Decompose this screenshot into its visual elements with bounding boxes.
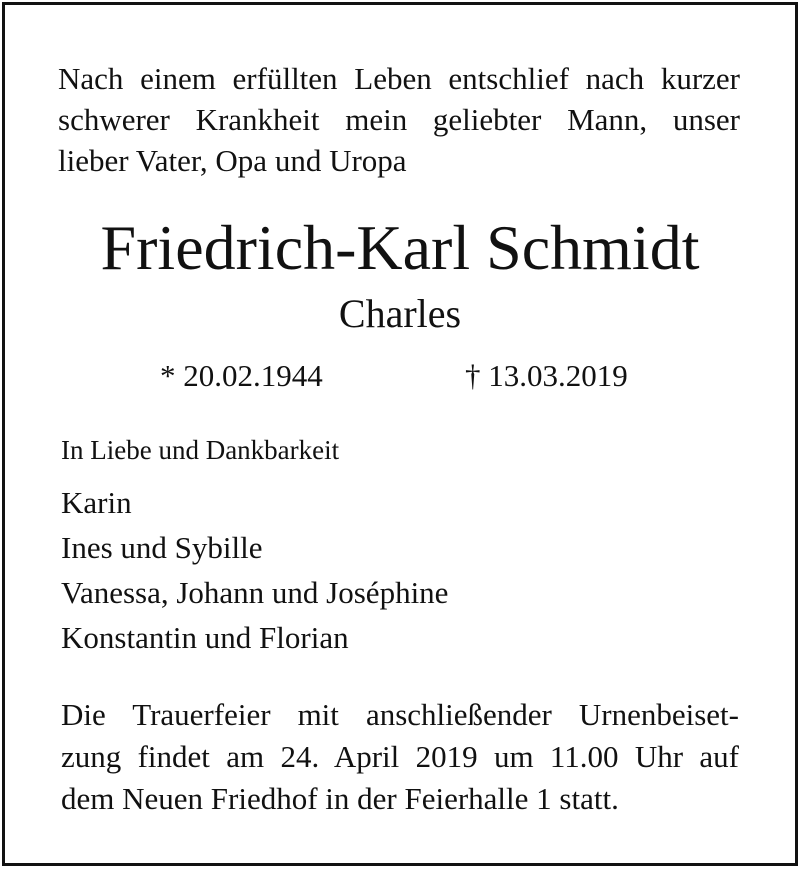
deceased-name: Friedrich-Karl Schmidt — [100, 212, 700, 283]
mourner-name: Vanessa, Johann und Joséphine — [61, 575, 449, 610]
mourners-list — [61, 480, 448, 660]
deceased-nickname: Charles — [338, 291, 462, 336]
intro-text — [58, 58, 740, 181]
intro-line: Nach einem erfüllten Leben entschlief nach kurzer — [58, 61, 740, 96]
intro-line: schwerer Krankheit mein geliebter Mann, unser — [58, 102, 740, 137]
service-line: Die Trauerfeier mit anschließender Urnenbeiset- — [61, 697, 739, 732]
death-date: † 13.03.2019 — [465, 358, 628, 393]
mourner-name: Ines und Sybille — [61, 530, 263, 565]
service-line: zung findet am 24. April 2019 um 11.00 Uhr auf — [61, 739, 739, 774]
service-line: dem Neuen Friedhof in der Feierhalle 1 statt. — [61, 781, 619, 816]
mourner-name: Konstantin und Florian — [61, 620, 349, 655]
dedication-text: In Liebe und Dankbarkeit — [61, 435, 340, 465]
intro-line: lieber Vater, Opa und Uropa — [58, 143, 407, 178]
birth-date: * 20.02.1944 — [160, 358, 323, 393]
service-announcement — [61, 694, 739, 820]
mourner-name: Karin — [61, 485, 132, 520]
